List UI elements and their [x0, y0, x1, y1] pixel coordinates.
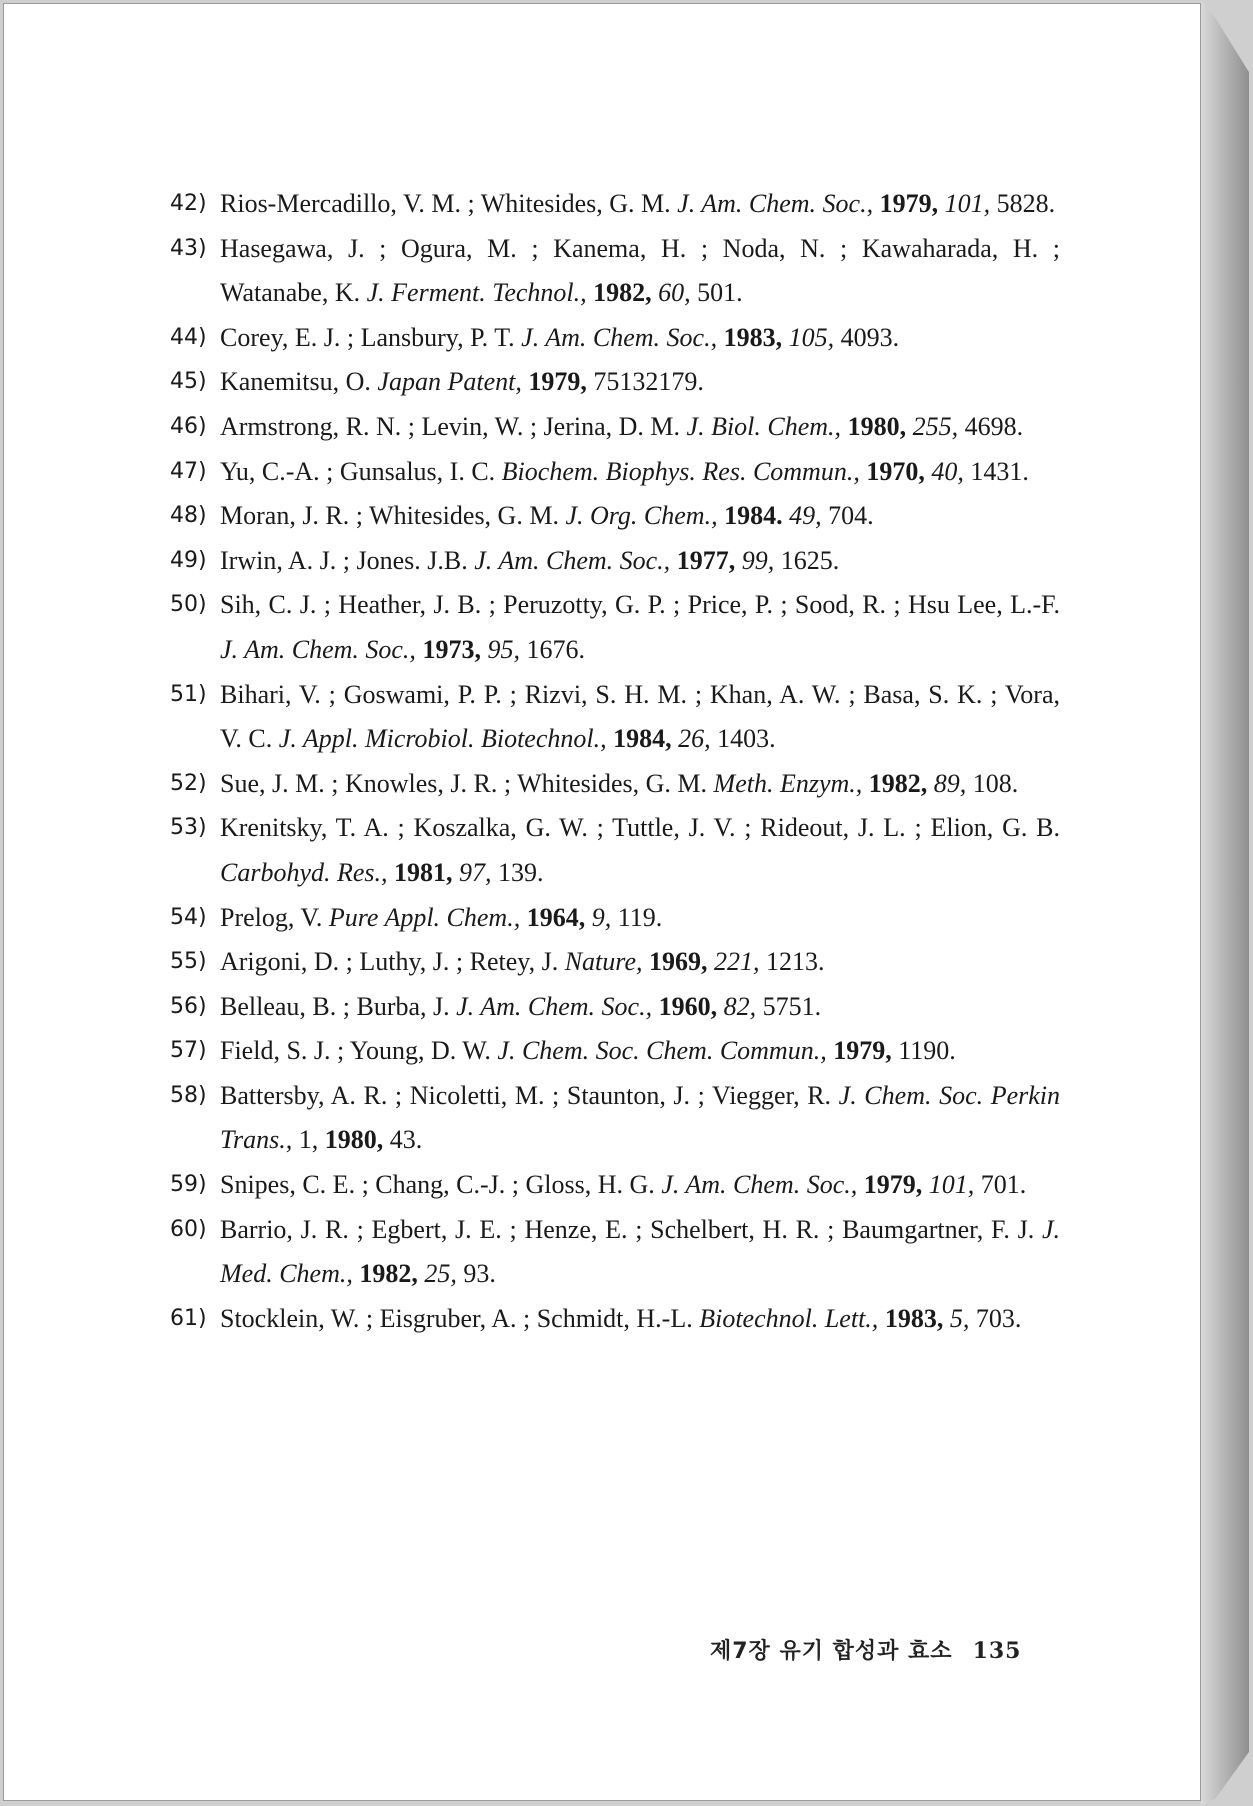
reference-journal: Pure Appl. Chem.,: [328, 902, 521, 932]
reference-item: [170, 1163, 1060, 1208]
reference-authors: Sih, C. J. ; Heather, J. B. ; Peruzotty, G. P. ; Price, P. ; Sood, R. ; Hsu Lee, L.-F.: [220, 590, 1060, 620]
reference-journal: Carbohyd. Res.,: [220, 857, 388, 887]
reference-text: [170, 450, 1060, 495]
reference-item: [170, 450, 1060, 495]
reference-text: [170, 1074, 1060, 1163]
reference-volume: 25,: [424, 1259, 457, 1289]
reference-item: [170, 896, 1060, 941]
reference-series: 1,: [298, 1125, 319, 1155]
reference-text: [170, 940, 1060, 985]
reference-text: [170, 405, 1060, 450]
reference-number: 45): [170, 369, 207, 395]
reference-number: 46): [170, 413, 207, 439]
reference-item: [170, 494, 1060, 539]
reference-item: [170, 227, 1060, 316]
reference-text: [170, 985, 1060, 1030]
reference-number: 52): [170, 770, 207, 796]
reference-number: 44): [170, 324, 207, 350]
reference-pages: 1431.: [970, 456, 1029, 486]
reference-item: [170, 1208, 1060, 1297]
reference-year: 1973,: [422, 634, 481, 664]
reference-journal: Nature,: [564, 947, 643, 977]
reference-authors: Field, S. J. ; Young, D. W.: [220, 1036, 491, 1066]
reference-text: [170, 539, 1060, 584]
reference-number: 55): [170, 949, 207, 975]
reference-text: [170, 762, 1060, 807]
reference-pages: 1403.: [717, 724, 776, 754]
reference-authors: Bihari, V. ; Goswami, P. P. ; Rizvi, S. H. M. ; Khan, A. W. ; Basa, S. K. ; Vora, V. C.: [220, 679, 1060, 754]
page-footer: [710, 1634, 1022, 1665]
reference-volume: 99,: [741, 545, 775, 575]
reference-year: 1980,: [324, 1125, 384, 1155]
reference-number: 47): [170, 458, 207, 484]
reference-text: [170, 360, 1060, 405]
reference-journal: Japan Patent,: [377, 367, 522, 397]
reference-pages: 4698.: [964, 411, 1024, 441]
document-page: [3, 3, 1201, 1801]
reference-pages: 5828.: [996, 189, 1056, 218]
reference-pages: 1213.: [765, 947, 825, 977]
reference-text: [170, 806, 1060, 895]
reference-year: 1984,: [613, 724, 672, 754]
reference-pages: 5751.: [762, 991, 822, 1021]
book-spine-edge: [1201, 0, 1249, 1806]
reference-authors: Yu, C.-A. ; Gunsalus, I. C.: [220, 456, 496, 486]
reference-volume: 5,: [949, 1303, 970, 1333]
reference-volume: 255,: [912, 411, 959, 441]
reference-number: 59): [170, 1172, 207, 1198]
reference-authors: Corey, E. J. ; Lansbury, P. T.: [220, 322, 515, 352]
reference-year: 1979,: [863, 1170, 923, 1200]
reference-authors: Belleau, B. ; Burba, J.: [220, 991, 450, 1021]
reference-pages: 119.: [617, 902, 663, 932]
reference-text: [170, 896, 1060, 941]
reference-text: [170, 583, 1060, 672]
reference-year: 1960,: [658, 991, 718, 1021]
reference-number: 48): [170, 503, 207, 529]
reference-text: [170, 1029, 1060, 1074]
reference-journal: J. Am. Chem. Soc.,: [474, 545, 671, 575]
reference-pages: 501.: [697, 278, 743, 308]
reference-item: [170, 539, 1060, 584]
reference-item: [170, 583, 1060, 672]
reference-list: [170, 182, 1060, 1341]
reference-pages: 704.: [828, 501, 874, 531]
reference-year: 1977,: [676, 545, 736, 575]
reference-volume: 82,: [723, 991, 757, 1021]
reference-pages: 1676.: [526, 634, 585, 664]
reference-item: [170, 985, 1060, 1030]
reference-volume: 9,: [591, 902, 612, 932]
reference-text: [170, 494, 1060, 539]
reference-text: [170, 1297, 1060, 1342]
reference-number: 58): [170, 1082, 207, 1108]
reference-year: 1982,: [593, 278, 652, 308]
reference-text: [170, 227, 1060, 316]
reference-item: [170, 316, 1060, 361]
reference-pages: 43.: [389, 1125, 423, 1155]
reference-authors: Armstrong, R. N. ; Levin, W. ; Jerina, D. M.: [220, 411, 681, 441]
reference-authors: Arigoni, D. ; Luthy, J. ; Retey, J.: [220, 947, 559, 977]
reference-authors: Battersby, A. R. ; Nicoletti, M. ; Staunton, J. ; Viegger, R.: [220, 1080, 832, 1110]
reference-year: 1980,: [847, 411, 907, 441]
reference-number: 51): [170, 681, 207, 707]
reference-item: [170, 762, 1060, 807]
reference-journal: J. Org. Chem.,: [565, 501, 718, 531]
reference-journal: Biotechnol. Lett.,: [699, 1303, 879, 1333]
reference-journal: J. Am. Chem. Soc.,: [661, 1170, 858, 1200]
chapter-title: 제7장 유기 합성과 효소: [710, 1639, 953, 1664]
reference-authors: Snipes, C. E. ; Chang, C.-J. ; Gloss, H. G.: [220, 1170, 655, 1200]
reference-item: [170, 182, 1060, 227]
reference-pages: 4093.: [840, 322, 900, 352]
reference-journal: J. Am. Chem. Soc.,: [220, 634, 416, 664]
reference-volume: 60,: [658, 278, 691, 308]
reference-text: [170, 1163, 1060, 1208]
reference-item: [170, 806, 1060, 895]
reference-volume: 26,: [678, 724, 711, 754]
reference-text: [170, 182, 1060, 227]
reference-item: [170, 1029, 1060, 1074]
reference-volume: 105,: [788, 322, 835, 352]
reference-pages: 703.: [975, 1303, 1022, 1333]
reference-pages: 93.: [463, 1259, 496, 1289]
reference-item: [170, 673, 1060, 762]
reference-journal: J. Med. Chem.,: [220, 1214, 1061, 1289]
reference-authors: Prelog, V.: [220, 902, 323, 932]
reference-year: 1983,: [884, 1303, 944, 1333]
reference-pages: 139.: [498, 857, 544, 887]
reference-text: [170, 1208, 1060, 1297]
reference-number: 42): [170, 191, 207, 216]
reference-volume: 49,: [789, 501, 822, 531]
reference-volume: 101,: [944, 189, 991, 218]
reference-pages: 701.: [980, 1170, 1027, 1200]
reference-authors: Krenitsky, T. A. ; Koszalka, G. W. ; Tuttle, J. V. ; Rideout, J. L. ; Elion, G. B.: [220, 813, 1060, 843]
reference-number: 43): [170, 235, 207, 261]
reference-journal: J. Am. Chem. Soc.,: [677, 189, 874, 218]
reference-year: 1982,: [359, 1259, 418, 1289]
reference-item: [170, 1297, 1060, 1342]
reference-item: [170, 1074, 1060, 1163]
reference-year: 1979,: [528, 367, 587, 397]
reference-year: 1982,: [868, 768, 928, 798]
reference-journal: J. Am. Chem. Soc.,: [456, 991, 653, 1021]
reference-number: 49): [170, 547, 207, 573]
reference-number: 50): [170, 592, 207, 618]
reference-pages: 1625.: [780, 545, 840, 575]
reference-year: 1981,: [394, 857, 453, 887]
reference-authors: Rios-Mercadillo, V. M. ; Whitesides, G. M.: [220, 189, 671, 218]
reference-authors: Moran, J. R. ; Whitesides, G. M.: [220, 501, 559, 531]
reference-pages: 75132179.: [593, 367, 704, 397]
reference-journal: J. Chem. Soc. Perkin Trans.,: [220, 1080, 1061, 1155]
reference-year: 1983,: [723, 322, 783, 352]
reference-authors: Barrio, J. R. ; Egbert, J. E. ; Henze, E. ; Schelbert, H. R. ; Baumgartner, F. J.: [220, 1214, 1035, 1244]
reference-journal: J. Biol. Chem.,: [686, 411, 842, 441]
reference-journal: J. Am. Chem. Soc.,: [521, 322, 718, 352]
reference-year: 1970,: [866, 456, 925, 486]
reference-number: 57): [170, 1038, 207, 1064]
reference-journal: Meth. Enzym.,: [713, 768, 863, 798]
reference-volume: 101,: [928, 1170, 975, 1200]
reference-pages: 1190.: [898, 1036, 956, 1066]
reference-volume: 97,: [459, 857, 492, 887]
reference-year: 1964,: [526, 902, 586, 932]
reference-authors: Stocklein, W. ; Eisgruber, A. ; Schmidt, H.-L.: [220, 1303, 693, 1333]
reference-journal: J. Ferment. Technol.,: [366, 278, 587, 308]
reference-year: 1979,: [879, 189, 939, 218]
reference-number: 54): [170, 904, 207, 930]
page-number: 135: [972, 1638, 1022, 1664]
reference-item: [170, 940, 1060, 985]
reference-volume: 221,: [713, 947, 760, 977]
reference-journal: J. Appl. Microbiol. Biotechnol.,: [278, 724, 607, 754]
reference-pages: 108.: [972, 768, 1019, 798]
reference-authors: Kanemitsu, O.: [220, 367, 371, 397]
reference-number: 60): [170, 1216, 207, 1242]
reference-journal: J. Chem. Soc. Chem. Commun.,: [497, 1036, 827, 1066]
reference-year: 1979,: [833, 1036, 892, 1066]
reference-number: 53): [170, 815, 207, 841]
reference-authors: Sue, J. M. ; Knowles, J. R. ; Whitesides, G. M.: [220, 768, 708, 798]
reference-text: [170, 673, 1060, 762]
reference-year: 1969,: [648, 947, 708, 977]
reference-number: 56): [170, 993, 207, 1019]
reference-volume: 89,: [933, 768, 967, 798]
reference-authors: Irwin, A. J. ; Jones. J.B.: [220, 545, 468, 575]
reference-authors: Hasegawa, J. ; Ogura, M. ; Kanema, H. ; Noda, N. ; Kawaharada, H. ; Watanabe, K.: [220, 233, 1060, 308]
reference-year: 1984.: [724, 501, 783, 531]
reference-item: [170, 360, 1060, 405]
reference-volume: 40,: [931, 456, 964, 486]
reference-volume: 95,: [487, 634, 520, 664]
reference-item: [170, 405, 1060, 450]
reference-journal: Biochem. Biophys. Res. Commun.,: [501, 456, 860, 486]
reference-number: 61): [170, 1305, 207, 1331]
reference-text: [170, 316, 1060, 361]
